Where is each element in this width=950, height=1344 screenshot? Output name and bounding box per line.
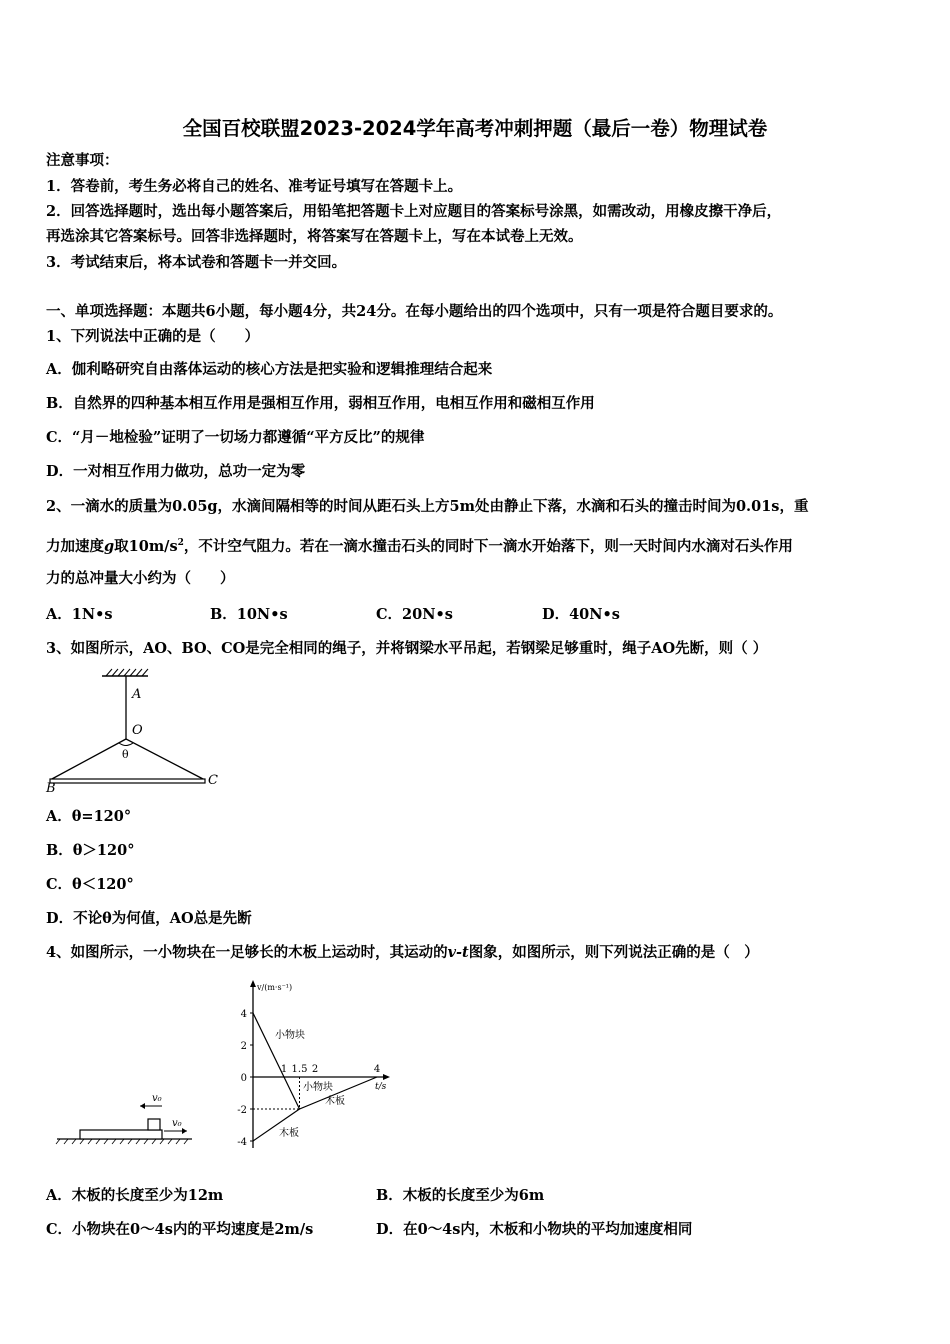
- q2-option-c: C．20N•s: [376, 606, 453, 623]
- q1-option-c: C．“月－地检验”证明了一切场力都遵循“平方反比”的规律: [46, 429, 425, 446]
- page-title: 全国百校联盟2023-2024学年高考冲刺押题（最后一卷）物理试卷: [182, 117, 768, 140]
- notice-heading: 注意事项：: [46, 152, 119, 169]
- q2-line2-pre: 力加速度: [46, 537, 104, 555]
- y-axis-label: v/(m·s⁻¹): [257, 983, 293, 992]
- x-axis-label: t/s: [375, 1082, 387, 1092]
- q4-stem: [46, 943, 759, 963]
- label-board-right: 木板: [325, 1096, 345, 1107]
- q1-option-d: D．一对相互作用力做功，总功一定为零: [46, 463, 306, 480]
- notice-item-2b: 再选涂其它答案标号。回答非选择题时，将答案写在答题卡上，写在本试卷上无效。: [46, 228, 583, 245]
- q3-rope-figure: [40, 666, 240, 796]
- x-tick-label: 1: [280, 1064, 288, 1075]
- notice-item-2a: 2．回答选择题时，选出每小题答案后，用铅笔把答题卡上对应题目的答案标号涂黑，如需改动，用橡皮擦干净后，: [46, 203, 782, 220]
- x-tick-label: 4: [373, 1064, 381, 1075]
- q3-label-c: C: [208, 773, 218, 788]
- q4-stem-pre: 4、如图所示，一小物块在一足够长的木板上运动时，其运动的: [46, 944, 448, 961]
- section-heading: 一、单项选择题：本题共6小题，每小题4分，共24分。在每小题给出的四个选项中，只有一项是符合题目要求的。: [46, 303, 783, 320]
- q3-label-a: A: [132, 687, 142, 702]
- q3-label-b: B: [46, 781, 56, 796]
- q2-line2-sup: 2: [177, 538, 184, 548]
- q4-stem-vt: v-t: [447, 944, 469, 961]
- q4-option-a: A．木板的长度至少为12m: [46, 1187, 224, 1204]
- q4-vt-graph: [225, 978, 395, 1154]
- q2-stem-line2: [46, 533, 793, 557]
- q3-option-b: B．θ＞120°: [46, 842, 135, 859]
- q4-option-b: B．木板的长度至少为6m: [376, 1187, 545, 1204]
- q2-g-symbol: g: [104, 537, 115, 555]
- y-tick-label: 0: [240, 1073, 247, 1084]
- q3-option-a: A．θ=120°: [46, 808, 132, 825]
- q3-label-o: O: [132, 723, 143, 738]
- q4-option-c: C．小物块在0～4s内的平均速度是2m/s: [46, 1221, 314, 1238]
- notice-item-3: 3．考试结束后，将本试卷和答题卡一并交回。: [46, 254, 347, 271]
- q2-line2-post: ，不计空气阻力。若在一滴水撞击石头的同时下一滴水开始落下，则一天时间内水滴对石头作用: [183, 537, 793, 555]
- q4-stem-post: 图象，如图所示，则下列说法正确的是（ ）: [468, 944, 759, 961]
- q2-line2-mid: 取10m/s: [114, 537, 178, 555]
- q1-stem: 1、下列说法中正确的是（ ）: [46, 328, 260, 345]
- block-line: [253, 1013, 377, 1109]
- q4-board-sketch: [52, 1085, 202, 1145]
- label-block-lower: 小物块: [303, 1082, 333, 1093]
- q3-stem: 3、如图所示，AO、BO、CO是完全相同的绳子，并将钢梁水平吊起，若钢梁足够重时，绳子AO先断，则（ ）: [46, 640, 768, 657]
- q1-option-a: A．伽利略研究自由落体运动的核心方法是把实验和逻辑推理结合起来: [46, 361, 493, 378]
- q3-option-c: C．θ＜120°: [46, 876, 134, 893]
- notice-item-1: 1．答卷前，考生务必将自己的姓名、准考证号填写在答题卡上。: [46, 178, 463, 195]
- q4-option-d: D．在0～4s内，木板和小物块的平均加速度相同: [376, 1221, 693, 1238]
- label-board-lower: 木板: [279, 1128, 299, 1139]
- q3-label-theta: θ: [122, 748, 129, 761]
- y-tick-label: -2: [237, 1105, 247, 1116]
- x-tick-label: 1.5: [291, 1064, 308, 1075]
- q2-stem-line1: 2、一滴水的质量为0.05g，水滴间隔相等的时间从距石头上方5m处由静止下落，水滴和石头的撞击时间为0.01s，重: [46, 498, 809, 515]
- q2-stem-line3: 力的总冲量大小约为（ ）: [46, 570, 235, 587]
- y-tick-label: 2: [240, 1041, 247, 1052]
- q4-sketch-v0-bottom: v₀: [172, 1118, 182, 1129]
- q2-option-b: B．10N•s: [210, 606, 288, 623]
- label-block-upper: 小物块: [275, 1030, 305, 1041]
- q2-option-d: D．40N•s: [542, 606, 620, 623]
- q3-option-d: D．不论θ为何值，AO总是先断: [46, 910, 252, 927]
- q2-option-a: A．1N•s: [46, 606, 113, 623]
- y-tick-label: -4: [237, 1137, 247, 1148]
- x-tick-label: 2: [311, 1064, 319, 1075]
- q1-option-b: B．自然界的四种基本相互作用是强相互作用，弱相互作用，电相互作用和磁相互作用: [46, 395, 595, 412]
- q4-sketch-v0-top: v₀: [152, 1093, 162, 1104]
- y-tick-label: 4: [240, 1009, 247, 1020]
